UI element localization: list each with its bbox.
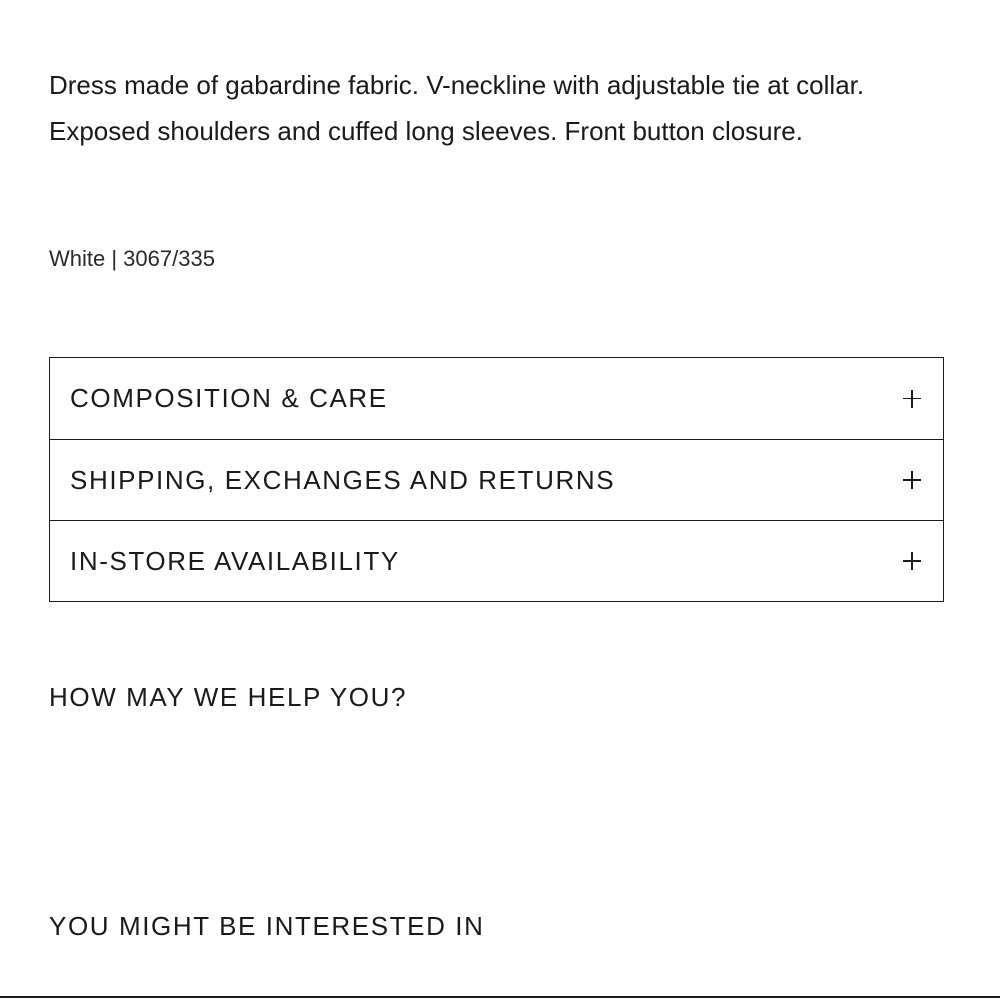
recommendations-heading: YOU MIGHT BE INTERESTED IN — [49, 911, 485, 941]
divider — [0, 996, 1000, 998]
product-info-accordion — [49, 357, 944, 602]
plus-icon[interactable] — [903, 471, 921, 489]
accordion-shipping-returns[interactable] — [50, 439, 943, 520]
accordion-composition-care[interactable] — [50, 358, 943, 439]
plus-icon[interactable] — [903, 552, 921, 570]
plus-icon[interactable] — [903, 390, 921, 408]
accordion-label: COMPOSITION & CARE — [70, 383, 388, 413]
help-heading[interactable]: HOW MAY WE HELP YOU? — [49, 682, 408, 712]
accordion-in-store-availability[interactable] — [50, 520, 943, 601]
product-description: Dress made of gabardine fabric. V-neckline with adjustable tie at collar. Exposed shoulders and cuffed long sleeves. Front button closure. — [49, 70, 865, 146]
accordion-label: SHIPPING, EXCHANGES AND RETURNS — [70, 464, 616, 495]
accordion-label: IN-STORE AVAILABILITY — [70, 545, 400, 576]
product-color-reference: White | 3067/335 — [49, 246, 215, 271]
